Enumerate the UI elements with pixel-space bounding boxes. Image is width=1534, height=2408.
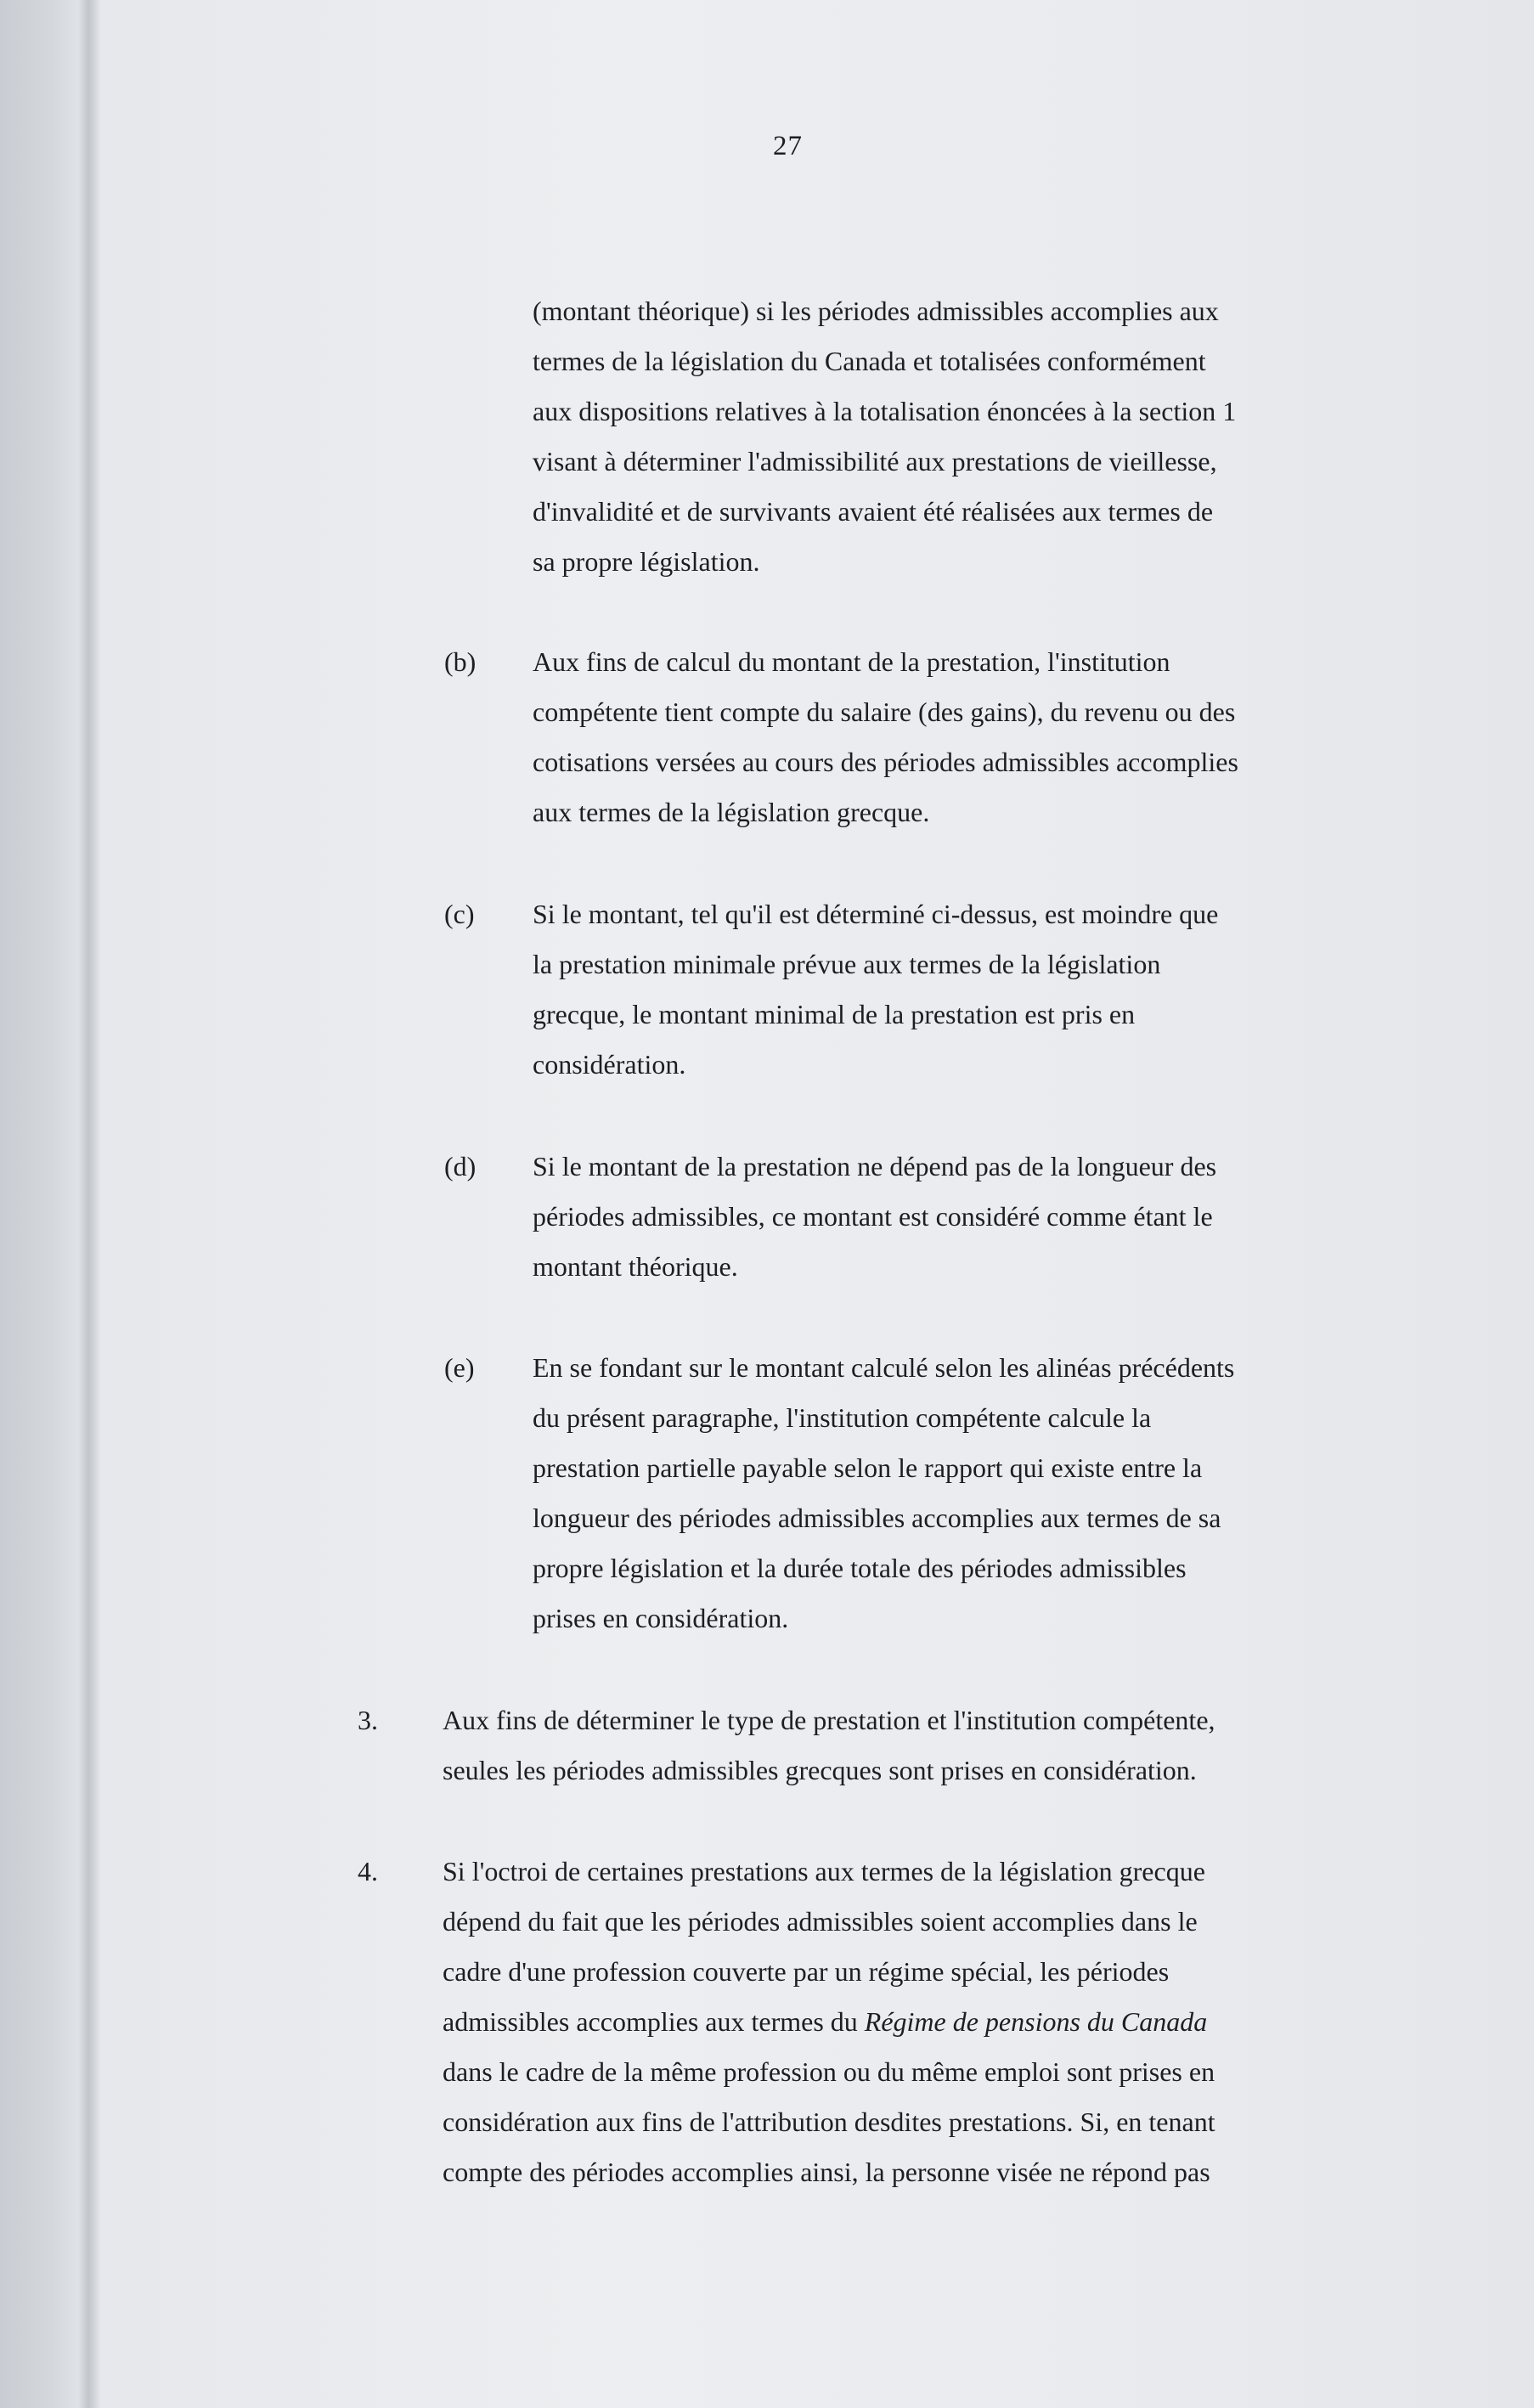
text-line: compte des périodes accomplies ainsi, la personne visée ne répond pas [443,2157,1210,2187]
text-line: aux termes de la législation grecque. [533,797,930,827]
page-number: 27 [773,131,803,161]
text-line: sa propre législation. [533,546,760,577]
text-line: du présent paragraphe, l'institution compétente calcule la [533,1402,1152,1433]
paragraph-number: 3. [358,1705,378,1735]
text-line: cotisations versées au cours des périodes admissibles accomplies [533,747,1238,777]
text-line: Si le montant de la prestation ne dépend pas de la longueur des [533,1151,1217,1181]
subparagraph-label: (c) [444,899,475,929]
text-line: Aux fins de calcul du montant de la prestation, l'institution [533,646,1170,677]
text-line: dépend du fait que les périodes admissibles soient accomplies dans le [443,1906,1198,1937]
text-line: considération. [533,1049,686,1080]
text-line: cadre d'une profession couverte par un régime spécial, les périodes [443,1956,1170,1987]
text-line: montant théorique. [533,1251,738,1282]
text-line: dans le cadre de la même profession ou du même emploi sont prises en [443,2056,1215,2087]
text-line: Si l'octroi de certaines prestations aux termes de la législation grecque [443,1856,1205,1886]
text-line: En se fondant sur le montant calculé selon les alinéas précédents [533,1352,1235,1383]
text-line: considération aux fins de l'attribution desdites prestations. Si, en tenant [443,2106,1215,2137]
text-run: admissibles accomplies aux termes du [443,2006,865,2037]
subparagraph-label: (d) [444,1151,477,1181]
text-line: Aux fins de déterminer le type de prestation et l'institution compétente, [443,1705,1215,1735]
text-line: prises en considération. [533,1603,789,1633]
text-line: termes de la législation du Canada et totalisées conformément [533,346,1206,376]
text-line: grecque, le montant minimal de la prestation est pris en [533,999,1136,1029]
text-line: prestation partielle payable selon le rapport qui existe entre la [533,1452,1203,1483]
text-line: périodes admissibles, ce montant est considéré comme étant le [533,1201,1213,1232]
text-line: Si le montant, tel qu'il est déterminé ci-dessus, est moindre que [533,899,1219,929]
text-line: compétente tient compte du salaire (des gains), du revenu ou des [533,696,1236,727]
text-line [443,2005,1207,2039]
text-line: seules les périodes admissibles grecques sont prises en considération. [443,1755,1197,1785]
paragraph-number: 4. [358,1856,378,1886]
text-line: la prestation minimale prévue aux termes de la législation [533,949,1161,979]
italic-plan-title: Régime de pensions du Canada [864,2006,1208,2037]
subparagraph-label: (e) [444,1352,475,1383]
text-line: visant à déterminer l'admissibilité aux prestations de vieillesse, [533,446,1217,477]
text-line: aux dispositions relatives à la totalisation énoncées à la section 1 [533,396,1237,426]
text-line: d'invalidité et de survivants avaient été réalisées aux termes de [533,496,1214,527]
subparagraph-label: (b) [444,646,477,677]
text-line: longueur des périodes admissibles accomplies aux termes de sa [533,1503,1221,1533]
text-line: (montant théorique) si les périodes admissibles accomplies aux [533,296,1219,326]
binding-edge [0,0,102,2408]
text-line: propre législation et la durée totale des périodes admissibles [533,1553,1187,1583]
document-page [102,0,1534,2408]
